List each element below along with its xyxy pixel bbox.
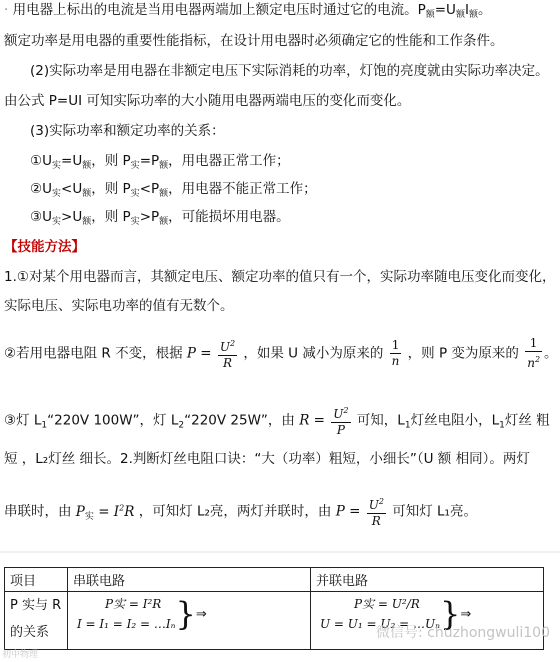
one-over-n-squared: $\frac{1}{n^2}$ [527,336,541,370]
skills-p1a: 1.①对某个用电器而言，其额定电压、额定功率的值只有一个，实际功率随电压变化而变化， [4,269,556,285]
sub-actual: 实 [130,189,140,199]
wechat-watermark: 微信号: chuzhongwuli100 [376,625,550,641]
implies-arrow-icon: ⇒ [460,606,472,622]
sub-rated: 额 [468,10,478,20]
header-series: 串联电路 [68,568,311,592]
sub-rated: 额 [82,161,92,171]
row-label-a: P 实与 R [10,598,62,613]
header-item: 项目 [5,568,68,592]
implies-arrow-icon: ⇒ [195,606,207,622]
u-squared-over-r: $\frac{U^2}{R}$ [218,336,237,371]
relation-number: ① [30,153,43,169]
relation-result: ，用电器不能正常工作； [168,181,317,197]
sub-rated: 额 [425,10,435,20]
skills-heading: 【技能方法】 [4,239,85,255]
sub-actual: 实 [130,217,140,227]
resistance-formula: R = [299,412,325,429]
intro-line-1: · 用电器上标出的电流是当用电器两端加上额定电压时通过它的电流。$P_额=U_额I_额$。 [4,2,492,20]
one-over-n: $\frac{1}{n}$ [391,338,400,368]
skills-p3: ③灯 $L_1“220V$ 100W”，灯 $L_2“220V$ 25W”，由 R = $\frac{U^2}{P}$ 可知，$L_1$灯丝电阻小，$L_1$灯丝 粗 [4,403,550,438]
relation-number: ③ [30,209,43,225]
relation-compare: = [139,153,151,169]
right-brace-icon: } [440,595,461,633]
p2-text-c: ，则 P 变为原来的 [407,345,519,362]
right-brace-icon: } [175,595,196,633]
p3-text-d: 可知，L [356,412,405,429]
relation-result: ，可能损坏用电器。 [168,209,290,225]
relation-1: $①U_实=U_额$，则 $P_实=P_额$，用电器正常工作； [30,153,290,171]
relation-3: $③U_实>U_额$，则 $P_实>P_额$，可能损坏用电器。 [30,209,290,227]
series-power-formula: $P_实 = I^2R$ [75,503,135,522]
line1-tail: 。 [477,2,492,18]
p2-text-a: ②若用电器电阻 R 不变，根据 [4,345,183,362]
rated-current-text: 用电器上标出的电流是当用电器两端加上额定电压时通过它的电流。P [12,2,426,18]
sub-rated: 额 [159,161,169,171]
p3-text-b: “220V 100W”，灯 L [47,412,179,429]
p3-text-e: 灯丝电阻小，L [410,412,500,429]
u-squared-over-p: $\frac{U^2}{P}$ [331,403,350,438]
u-squared-over-r-2: $\frac{U^2}{R}$ [367,494,386,529]
p3-text-f: 灯丝 粗 [504,412,550,429]
p5-text-c: 可知灯 L₁亮。 [392,503,477,520]
parallel-eq-2: U = U₁ = U₂ = …Uₙ [320,617,440,631]
sub-rated: 额 [82,217,92,227]
sub-rated: 额 [159,217,169,227]
sub-actual: 实 [52,161,62,171]
relation-title: (3)实际功率和额定功率的关系： [30,123,225,139]
relation-result: ，用电器正常工作； [168,153,290,169]
sub-rated: 额 [159,189,169,199]
sub-actual: 实 [130,161,140,171]
skills-p2: ②若用电器电阻 R 不变，根据 P = $\frac{U^2}{R}$ ，如果 U 减小为原来的 $\frac{1}{n}$ ，则 P 变为原来的 $\frac{1}{n^2}$ 。 [4,336,558,370]
intro-line-2: 额定功率是用电器的重要性能指标，在设计用电器时必须确定它的性能和工作条件。 [4,33,504,49]
parallel-power-formula: P = [335,503,361,520]
skills-p5 [4,494,477,529]
parallel-eq-1: P实 = U²/R [354,597,420,611]
relation-number: ② [30,181,43,197]
sub-rated: 额 [455,10,465,20]
section-divider [0,551,560,553]
relation-compare: > [61,209,73,225]
bullet-icon: · [4,2,9,18]
series-eq-2: I = I₁ = I₂ = …Iₙ [77,617,176,631]
row-label [5,592,68,650]
relation-compare: < [61,181,73,197]
p5-text-b: ，可知灯 L₂亮，两灯并联时，由 [138,503,332,520]
relation-compare: = [61,153,73,169]
row-label-b: 的关系 [10,625,50,640]
sub-actual: 实 [52,189,62,199]
skills-p1b: 实际电压、实际电功率的值有无数个。 [4,298,234,314]
header-parallel: 并联电路 [311,568,544,592]
sub-actual: 实 [84,511,94,522]
sub-rated: 额 [82,189,92,199]
formula-u: =U [434,2,456,18]
p3-text-a: ③灯 L [4,412,42,429]
relation-compare: < [139,181,151,197]
sub-actual: 实 [52,217,62,227]
skills-p4: 短 ，L₂灯丝 细长。2.判断灯丝电阻口诀：“大（功率）粗短，小细长”（U 额 相同）。两灯 [4,451,530,467]
relation-compare: > [139,209,151,225]
series-eq-1: P实 = I²R [105,597,162,611]
formula-note: 由公式 P=UI 可知实际功率的大小随用电器两端电压的变化而变化。 [4,93,411,109]
power-formula: P = [186,345,212,362]
relation-2: $②U_实<U_额$，则 $P_实<P_额$，用电器不能正常工作； [30,181,317,199]
table-header-row [5,568,544,592]
series-cell [68,592,311,650]
corner-watermark: 初中物理 [2,650,39,660]
p2-text-b: ，如果 U 减小为原来的 [243,345,384,362]
actual-power-text: (2)实际功率是用电器在非额定电压下实际消耗的功率，灯饱的亮度就由实际功率决定。 [30,63,549,79]
p3-text-c: “220V 25W”，由 [184,412,295,429]
p5-text-a: 串联时，由 [4,503,72,520]
